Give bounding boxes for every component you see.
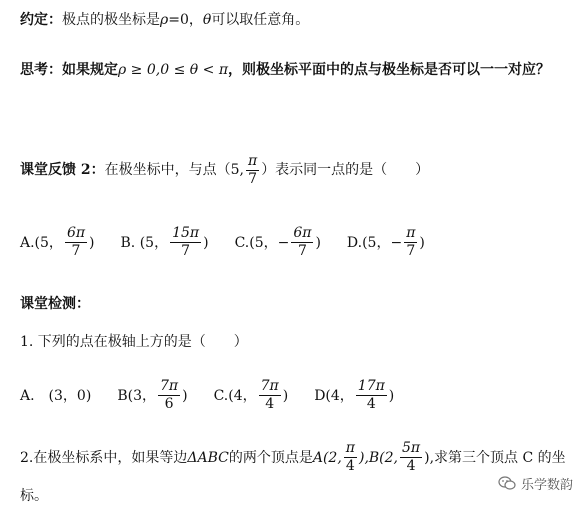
thinking-line	[20, 60, 550, 80]
q2-text-cont: 标。	[20, 488, 48, 504]
triangle-abc: ΔABC	[187, 449, 229, 466]
feedback2-label: 课堂反馈 2：	[20, 162, 105, 178]
feedback2-question	[20, 150, 429, 190]
q1-option-b[interactable]: B(3， $\frac{7\pi}{6}$ )	[117, 378, 188, 412]
thinking-text-a: 如果规定	[62, 62, 118, 78]
thinking-condition: ρ ≥ 0,0 ≤ θ < π	[118, 62, 229, 78]
feedback2-text-b: ）表示同一点的是（ ）	[261, 162, 430, 178]
q2-text: 2.在极坐标系中，如果等边 ΔABC 的两个顶点是 A(2, $\frac{\pi}{4}$ ),B(2, $\frac{5\pi}{4}$ ),求第三个顶点 C 的坐	[20, 440, 566, 474]
option-b[interactable]: B. (5， $\frac{15\pi}{7}$ )	[120, 225, 209, 259]
theta-symbol: θ	[202, 12, 212, 28]
convention-text-c: 可以取任意角。	[211, 12, 310, 28]
rho-symbol: ρ	[160, 12, 169, 28]
option-a[interactable]: A.(5， $\frac{6\pi}{7}$ )	[20, 225, 95, 259]
watermark	[498, 474, 573, 493]
q1-option-c[interactable]: C.(4， $\frac{7\pi}{4}$ )	[213, 378, 289, 412]
feedback2-text-a: 在极坐标中，与点（5,	[104, 162, 244, 178]
convention-line	[20, 10, 309, 30]
convention-text-b: =0，	[168, 12, 203, 28]
q1-options	[20, 378, 420, 413]
q1-option-a[interactable]: A. (3，0)	[20, 387, 92, 404]
thinking-text-b: ，则极坐标平面中的点与极坐标是否可以一一对应？	[228, 62, 551, 78]
convention-text-a: 极点的极坐标是	[62, 12, 160, 28]
option-c[interactable]: C.(5， − $\frac{6\pi}{7}$ )	[234, 225, 321, 259]
convention-label: 约定：	[20, 12, 62, 28]
check-heading: 课堂检测：	[20, 296, 90, 312]
watermark-text: 乐学数韵	[520, 478, 573, 493]
thinking-label: 思考：	[20, 62, 62, 78]
q1-text: 1. 下列的点在极轴上方的是（ ）	[20, 334, 248, 350]
wechat-icon	[498, 476, 516, 491]
q1-option-d[interactable]: D(4， $\frac{17\pi}{4}$ )	[314, 378, 395, 412]
option-d[interactable]: D.(5， − $\frac{\pi}{7}$ )	[346, 225, 425, 259]
feedback2-fraction: $\frac{\pi}{7}$	[247, 152, 258, 187]
feedback2-options	[20, 225, 451, 260]
